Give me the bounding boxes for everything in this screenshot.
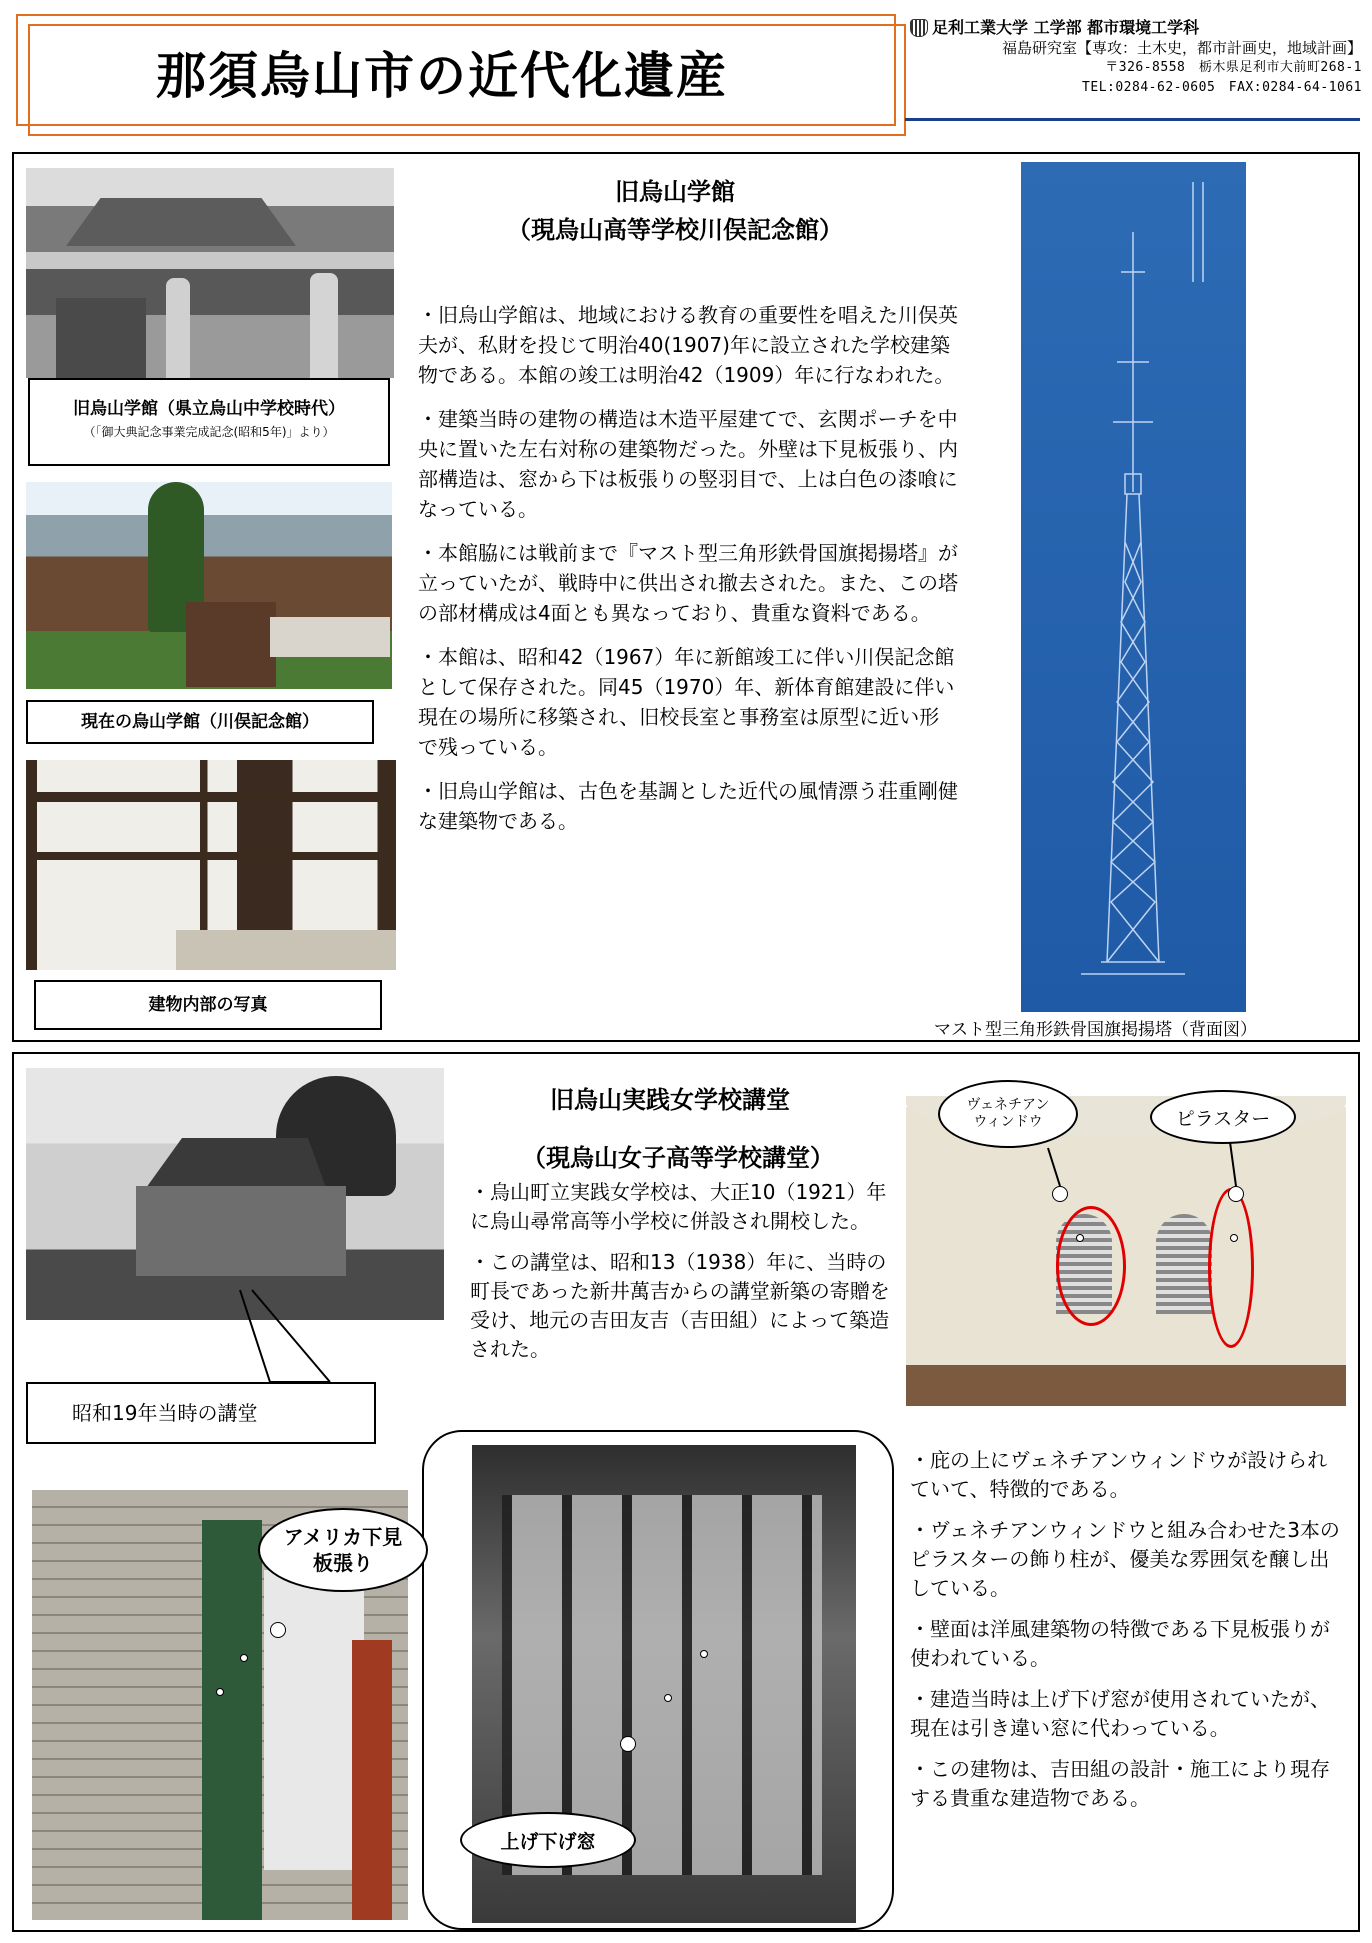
current-school-photo [26,482,392,689]
section2-body-left [470,1178,890,1376]
marker-dot [240,1654,248,1662]
section1-paragraph: ・本館は、昭和42（1967）年に新館竣工に伴い川俣記念館として保存された。同45（1970）年、新体育館建設に伴い現在の場所に移築され、旧校長室と事務室は原型に近い形で残っている。 [418,645,955,759]
section2-paragraph: ・ヴェネチアンウィンドウと組み合わせた3本のピラスターの飾り柱が、優美な雰囲気を醸し出している。 [910,1518,1340,1600]
old-auditorium-photo [26,1068,444,1320]
siding-label: アメリカ下見 板張り [258,1508,428,1592]
section1-paragraph: ・旧烏山学館は、地域における教育の重要性を唱えた川俣英夫が、私財を投じて明治40(1907)年に設立された学校建築物である。本館の竣工は明治42（1909）年に行なわれた。 [418,303,958,387]
interior-caption: 建物内部の写真 [34,980,382,1030]
section2-paragraph: ・庇の上にヴェネチアンウィンドウが設けられていて、特徴的である。 [910,1448,1328,1501]
section1-title: 旧烏山学館 [615,178,735,206]
sash-window-label: 上げ下げ窓 [460,1812,636,1868]
pilaster-highlight [1208,1188,1254,1348]
section1-paragraph: ・本館脇には戦前まで『マスト型三角形鉄骨国旗掲揚塔』が立っていたが、戦時中に供出され撤去された。また、この塔の部材構成は4面とも異なっており、貴重な資料である。 [418,541,958,625]
pilaster-label: ピラスター [1150,1090,1296,1144]
section2-paragraph: ・建造当時は上げ下げ窓が使用されていたが、現在は引き違い窓に代わっている。 [910,1687,1330,1740]
marker-dot [270,1622,286,1638]
section2-paragraph: ・壁面は洋風建築物の特徴である下見板張りが使われている。 [910,1617,1330,1670]
marker-dot [1052,1186,1068,1202]
old-school-photo [26,168,394,378]
header-info [910,18,1362,98]
marker-dot [620,1736,636,1752]
interior-photo [26,760,396,970]
page-title: 那須烏山市の近代化遺産 [156,47,728,105]
flag-tower-drawing [1021,162,1246,1012]
section2-title: 旧烏山実践女学校講堂 [550,1086,790,1114]
section1-body [418,300,958,850]
flag-tower-caption: マスト型三角形鉄骨国旗掲揚塔（背面図） [934,1020,1257,1040]
university-logo-icon [910,19,928,37]
marker-dot [216,1688,224,1696]
section2-paragraph: ・烏山町立実践女学校は、大正10（1921）年に烏山尋常高等小学校に併設され開校した。 [470,1180,887,1233]
header-divider [905,118,1360,121]
section1-paragraph: ・旧烏山学館は、古色を基調とした近代の風情漂う荘重剛健な建築物である。 [418,779,958,833]
flag-tower-blueprint [1021,162,1246,1012]
venetian-window-label: ヴェネチアン ウィンドウ [938,1080,1078,1148]
section1-paragraph: ・建築当時の建物の構造は木造平屋建てで、玄関ポーチを中央に置いた左右対称の建築物だった。外壁は下見板張り、内部構造は、窓から下は板張りの竪羽目で、上は白色の漆喰になっている。 [418,407,958,521]
current-school-caption: 現在の烏山学館（川俣記念館） [26,700,374,744]
marker-dot [1076,1234,1084,1242]
old-school-caption-title: 旧烏山学館（県立烏山中学校時代） [73,399,345,419]
section1-subtitle: （現烏山高等学校川俣記念館） [507,216,843,244]
university-label: 足利工業大学 工学部 都市環境工学科 [932,18,1200,37]
old-school-caption [28,378,390,466]
section2-body-right [910,1446,1346,1825]
old-auditorium-caption: 昭和19年当時の講堂 [26,1382,376,1444]
section2-paragraph: ・この講堂は、昭和13（1938）年に、当時の町長であった新井萬吉からの講堂新築の寄贈を受け、地元の吉田友吉（吉田組）によって築造された。 [470,1250,890,1361]
section2-subtitle: （現烏山女子高等学校講堂） [522,1144,834,1172]
section2-paragraph: ・この建物は、吉田組の設計・施工により現存する貴重な建造物である。 [910,1757,1330,1810]
marker-dot [1230,1234,1238,1242]
marker-dot [1228,1186,1244,1202]
contact: TEL:0284-62-0605 FAX:0284-64-1061 [1082,80,1362,95]
lab-info: 福島研究室【専攻：土木史，都市計画史，地域計画】 [1001,39,1362,57]
venetian-window-highlight [1056,1206,1126,1326]
university-name [910,18,1362,38]
old-school-caption-source: （「御大典記念事業完成記念(昭和5年)」より） [83,425,335,439]
marker-dot [664,1694,672,1702]
marker-dot [700,1650,708,1658]
address: 〒326-8558 栃木県足利市大前町268-1 [1105,60,1362,75]
